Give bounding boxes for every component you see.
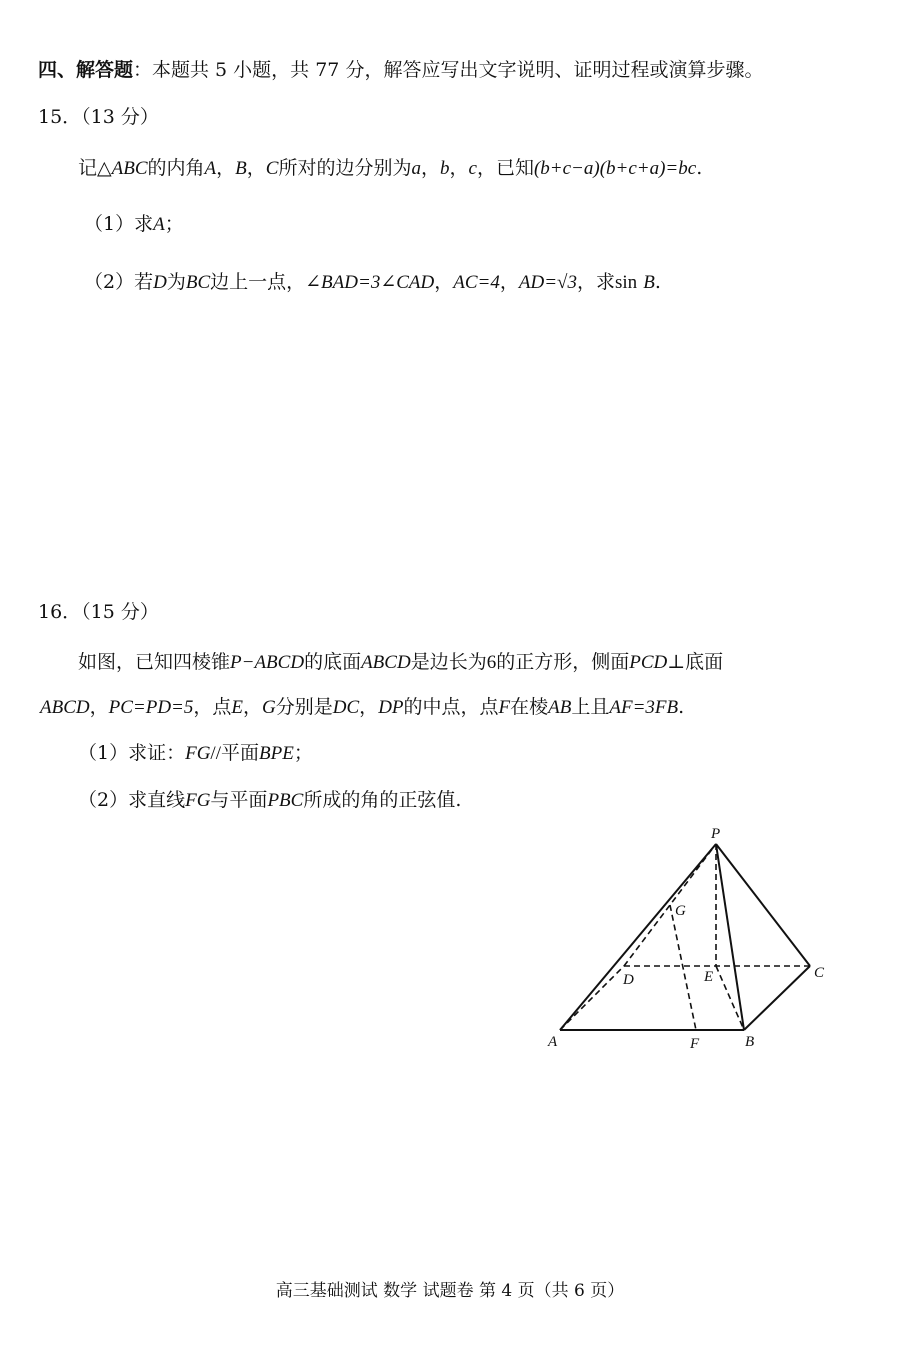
segment-bc: BC (185, 272, 211, 293)
label-c: C (814, 965, 825, 981)
var-a-angle: A (204, 158, 217, 179)
problem-15-header: 15．（13 分） (38, 106, 159, 128)
label-p: P (711, 826, 721, 842)
segment-dp: DP (378, 697, 404, 718)
part-end: ； (293, 742, 313, 764)
pyramid-figure (540, 826, 840, 1056)
part-label: （1）求证： (78, 742, 186, 764)
period: . (678, 696, 685, 718)
problem-16-part-1 (78, 739, 313, 768)
base-name: ABCD (40, 697, 90, 718)
label-d: D (623, 972, 634, 988)
comma: ， (246, 157, 266, 179)
stem-text: 在棱 (510, 696, 549, 718)
problem-16-stem-line-2 (40, 693, 684, 722)
label-e: E (704, 969, 714, 985)
segment-gf (670, 905, 696, 1030)
stem-text: 底面 (685, 651, 724, 673)
var-a-angle: A (153, 214, 165, 235)
part-text: 边上一点， (210, 271, 306, 293)
edge-bc (744, 966, 810, 1030)
part-label: （1）求 (84, 213, 154, 235)
comma: ， (359, 696, 379, 718)
segment-dc: DC (332, 697, 360, 718)
problem-16-part-2 (78, 786, 461, 815)
problem-15-part-2 (84, 268, 661, 297)
label-a: A (548, 1034, 558, 1050)
problem-16-header: 16．（15 分） (38, 601, 159, 623)
stem-text: 记 (78, 157, 98, 179)
var-f: F (498, 697, 511, 718)
comma: ， (216, 157, 236, 179)
problem-16-stem-line-1 (78, 648, 723, 677)
var-b-side: b (440, 158, 450, 179)
section-description: ：本题共 5 小题，共 77 分，解答应写出文字说明、证明过程或演算步骤。 (133, 59, 764, 81)
section-title: 四、解答题 (38, 59, 134, 81)
comma: ， (243, 696, 263, 718)
plane-word: 平面 (220, 742, 259, 764)
var-b-angle: B (643, 272, 655, 293)
plane-bpe: BPE (259, 743, 294, 764)
var-d: D (153, 272, 167, 293)
edge-pb (716, 844, 744, 1030)
var-c-side: c (468, 158, 477, 179)
page-footer: 高三基础测试 数学 试题卷 第 4 页（共 6 页） (275, 1281, 625, 1301)
segment-ab: AB (548, 697, 572, 718)
face-pcd: PCD (629, 652, 668, 673)
period: . (696, 157, 703, 179)
stem-text: 是边长为 (410, 651, 487, 673)
part-text: 所成的角的正弦值 (303, 789, 456, 811)
edge-pc (716, 844, 810, 966)
perp-symbol: ⊥ (667, 652, 686, 673)
stem-text: 的正方形，侧面 (496, 651, 630, 673)
stem-text: ，已知 (476, 157, 534, 179)
var-g: G (262, 697, 276, 718)
ad-value: AD=√3 (518, 272, 577, 293)
part-label: （2）若 (84, 271, 154, 293)
var-b-angle: B (235, 158, 247, 179)
part-text: 为 (166, 271, 186, 293)
label-f: F (690, 1036, 700, 1052)
comma: ， (420, 157, 440, 179)
part-text: ，求 (576, 271, 615, 293)
problem-15-part-1 (84, 210, 184, 239)
parallel-symbol: // (210, 743, 221, 764)
comma: ， (89, 696, 109, 718)
part-text: 与平面 (210, 789, 268, 811)
comma: ， (499, 271, 519, 293)
section-heading (38, 56, 763, 84)
period: . (455, 789, 462, 811)
plane-pbc: PBC (267, 790, 304, 811)
part-end: . (654, 271, 661, 293)
part-label: （2）求直线 (78, 789, 186, 811)
stem-text: 上且 (571, 696, 610, 718)
var-c-angle: C (265, 158, 279, 179)
pyramid-name: P−ABCD (230, 652, 305, 673)
given-equation: (b+c−a)(b+c+a)=bc (533, 158, 697, 179)
stem-text: 分别是 (275, 696, 333, 718)
var-a-side: a (411, 158, 421, 179)
var-e: E (231, 697, 243, 718)
comma: ， (434, 271, 454, 293)
ac-value: AC=4 (453, 272, 500, 293)
segment-fg: FG (185, 743, 211, 764)
edge-pa (560, 844, 716, 1030)
stem-text: 的底面 (304, 651, 362, 673)
angle-relation: ∠BAD=3∠CAD (305, 272, 435, 293)
segment-fg: FG (185, 790, 211, 811)
sin-function: sin (614, 272, 638, 293)
side-length: 6 (486, 652, 497, 673)
label-g: G (675, 903, 686, 919)
comma: ， (449, 157, 469, 179)
edge-ad-hidden (560, 966, 624, 1030)
stem-text: 如图，已知四棱锥 (78, 651, 231, 673)
stem-text: ，点 (193, 696, 232, 718)
base-name: ABCD (361, 652, 411, 673)
af-relation: AF=3FB (609, 697, 679, 718)
stem-text: 的中点，点 (403, 696, 499, 718)
problem-15-stem (78, 154, 702, 183)
stem-text: 的内角 (147, 157, 205, 179)
label-b: B (745, 1034, 755, 1050)
triangle-abc: △ABC (97, 158, 148, 179)
stem-text: 所对的边分别为 (278, 157, 412, 179)
pc-pd-value: PC=PD=5 (108, 697, 194, 718)
part-end: ； (164, 213, 184, 235)
